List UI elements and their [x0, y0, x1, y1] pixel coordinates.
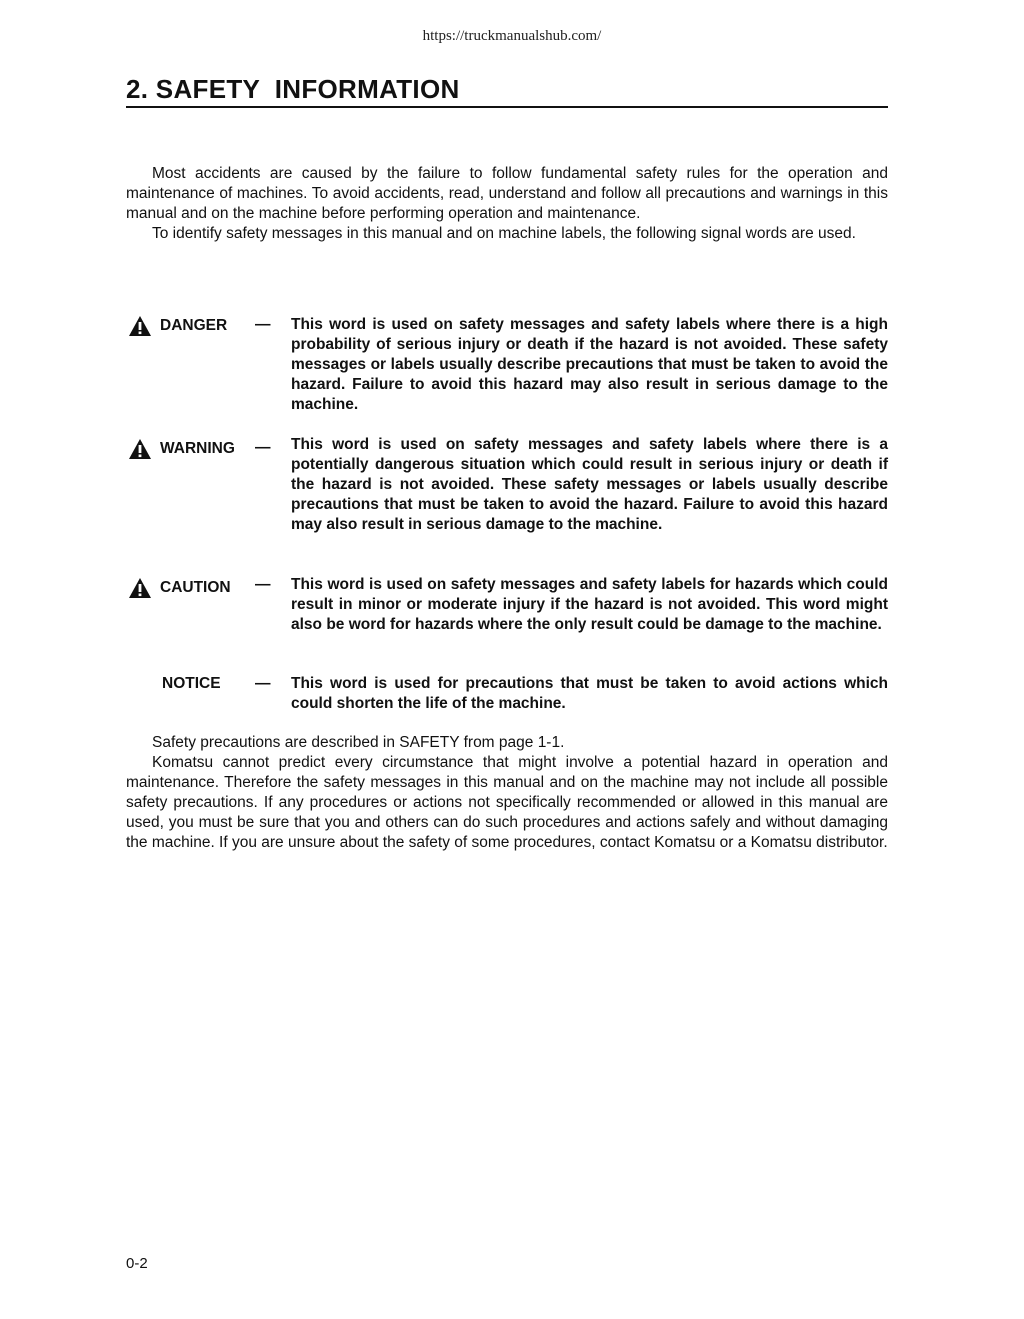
warning-triangle-icon	[128, 315, 152, 337]
signal-word-notice	[162, 674, 312, 694]
closing-paragraph-2: Komatsu cannot predict every circumstance that might involve a potential hazard in operation and maintenance. Therefore the safety messages in this manual and on the machine may not include all possible safety precautions. If any procedures or actions not specifically recommended or allowed in this manual are used, you must be sure that you and others can do such procedures and actions safely and without damaging the machine. If you are unsure about the safety of some procedures, contact Komatsu or a Komatsu distributor.	[126, 754, 888, 851]
signal-description-danger: This word is used on safety messages and safety labels where there is a high probability of serious injury or death if the hazard is not avoided. These safety messages or labels usually describe precautions that must be taken to avoid the hazard. Failure to avoid this hazard may also result in serious damage to the machine.	[291, 316, 888, 413]
intro-text	[126, 164, 888, 244]
page-number: 0-2	[126, 1255, 148, 1272]
signal-word-label: DANGER	[160, 317, 228, 334]
section-title: 2. SAFETY INFORMATION	[126, 74, 888, 108]
warning-triangle-icon	[128, 438, 152, 460]
signal-description-warning: This word is used on safety messages and safety labels where there is a potentially dangerous situation which could result in serious injury or death if the hazard is not avoided. These safety messages or labels usually describe precautions that must be taken to avoid the hazard. Failure to avoid this hazard may also result in serious damage to the machine.	[291, 436, 888, 533]
signal-word-label: CAUTION	[160, 579, 231, 596]
closing-paragraph-1: Safety precautions are described in SAFETY from page 1-1.	[152, 734, 565, 751]
closing-text	[126, 733, 888, 853]
intro-paragraph-1: Most accidents are caused by the failure to follow fundamental safety rules for the operation and maintenance of machines. To avoid accidents, read, understand and follow all precautions and warnings in this manual and on the machine before performing operation and maintenance.	[126, 165, 888, 222]
signal-word-label: NOTICE	[162, 675, 221, 692]
signal-description-notice: This word is used for precautions that must be taken to avoid actions which could shorten the life of the machine.	[291, 675, 888, 712]
signal-dash: —	[255, 439, 271, 456]
intro-paragraph-2: To identify safety messages in this manual and on machine labels, the following signal words are used.	[152, 225, 856, 242]
source-url: https://truckmanualshub.com/	[422, 28, 602, 44]
signal-dash: —	[255, 316, 271, 333]
signal-word-label: WARNING	[160, 440, 235, 457]
signal-dash: —	[255, 576, 271, 593]
warning-triangle-icon	[128, 577, 152, 599]
signal-description-caution: This word is used on safety messages and safety labels for hazards which could result in minor or moderate injury if the hazard is not avoided. This word might also be word for hazards where the only result could be damage to the machine.	[291, 576, 888, 633]
signal-dash: —	[255, 675, 271, 692]
